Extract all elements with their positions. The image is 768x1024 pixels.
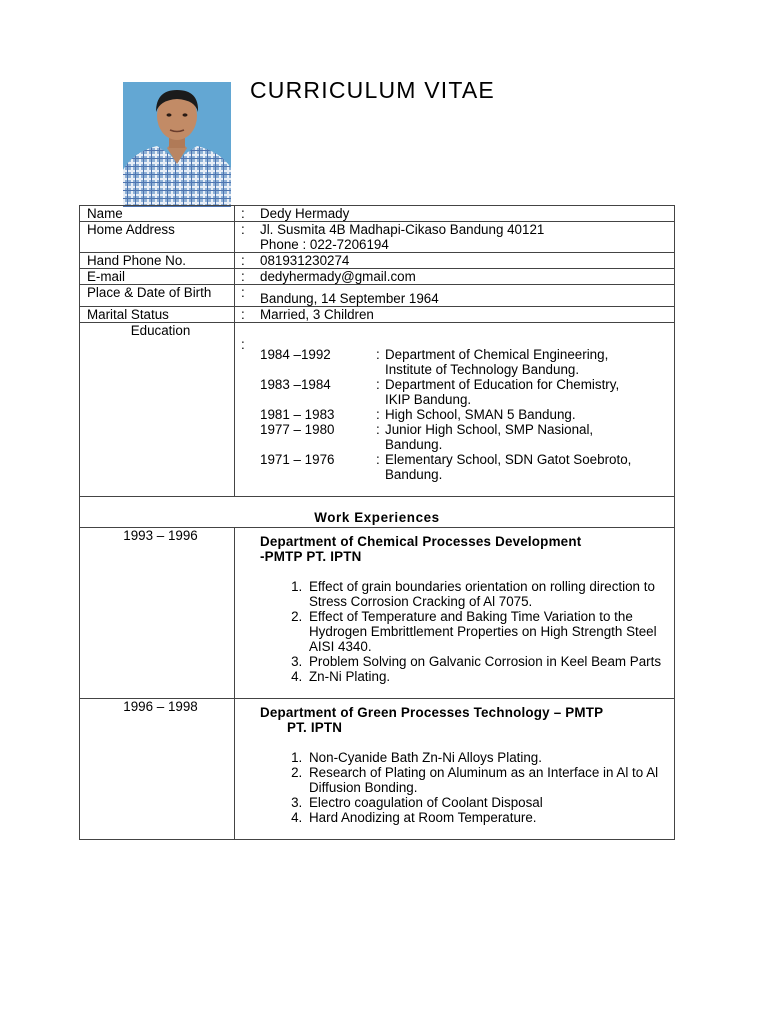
colon: : — [376, 407, 380, 422]
education-line: Bandung. — [385, 467, 443, 482]
work-heading-row — [80, 497, 675, 528]
education-item — [260, 452, 674, 482]
marital-label: Marital Status — [80, 307, 235, 323]
education-text — [376, 347, 674, 377]
marital-value: Married, 3 Children — [260, 307, 374, 322]
handphone-value-cell — [235, 253, 675, 269]
address-line: Jl. Susmita 4B Madhapi-Cikaso Bandung 40121 — [260, 222, 545, 237]
address-label: Home Address — [80, 222, 235, 253]
colon: : — [241, 307, 245, 322]
task-list — [260, 750, 666, 825]
handphone-row — [80, 253, 675, 269]
education-line: High School, SMAN 5 Bandung. — [385, 407, 576, 422]
colon: : — [241, 222, 245, 237]
person-portrait-image — [123, 82, 231, 207]
education-line: Department of Education for Chemistry, — [385, 377, 620, 392]
birth-row — [80, 285, 675, 307]
marital-row — [80, 307, 675, 323]
education-years: 1984 –1992 — [260, 347, 331, 362]
email-value[interactable]: dedyhermady@gmail.com — [260, 269, 416, 284]
education-text — [376, 422, 674, 452]
education-item — [260, 347, 674, 377]
education-list-cell — [235, 323, 675, 497]
education-line: Elementary School, SDN Gatot Soebroto, — [385, 452, 632, 467]
name-label: Name — [80, 206, 235, 222]
task-list — [260, 579, 666, 684]
education-row — [80, 323, 675, 497]
job-details — [235, 699, 675, 840]
work-experiences-heading: Work Experiences — [80, 497, 675, 528]
job-row — [80, 699, 675, 840]
job-period: 1996 – 1998 — [80, 699, 235, 840]
marital-value-cell — [235, 307, 675, 323]
colon: : — [241, 337, 245, 352]
name-row — [80, 206, 675, 222]
job-row — [80, 528, 675, 699]
email-label: E-mail — [80, 269, 235, 285]
job-title — [260, 705, 666, 735]
colon: : — [376, 452, 380, 467]
education-item — [260, 422, 674, 452]
name-value: Dedy Hermady — [260, 206, 350, 221]
job-title — [260, 534, 666, 564]
email-value-cell — [235, 269, 675, 285]
colon: : — [241, 253, 245, 268]
task-item: 1. Non-Cyanide Bath Zn-Ni Alloys Plating. — [306, 750, 666, 765]
email-row — [80, 269, 675, 285]
task-item: 4. Zn-Ni Plating. — [306, 669, 666, 684]
task-item: 2. Effect of Temperature and Baking Time Variation to the Hydrogen Embrittlement Properties on High Strength Steel AISI 4340. — [306, 609, 666, 654]
education-item — [260, 377, 674, 407]
colon: : — [241, 269, 245, 284]
education-line: Junior High School, SMP Nasional, — [385, 422, 594, 437]
education-line: Department of Chemical Engineering, — [385, 347, 609, 362]
birth-label: Place & Date of Birth — [80, 285, 235, 307]
address-row — [80, 222, 675, 253]
phone-line: Phone : 022-7206194 — [260, 237, 389, 252]
name-value-cell — [235, 206, 675, 222]
handphone-label: Hand Phone No. — [80, 253, 235, 269]
colon: : — [376, 347, 380, 362]
education-text — [376, 377, 674, 407]
birth-value: Bandung, 14 September 1964 — [260, 291, 439, 306]
job-title-line: Department of Chemical Processes Development — [260, 534, 582, 549]
task-item: 3. Electro coagulation of Coolant Disposal — [306, 795, 666, 810]
education-text — [376, 407, 674, 422]
education-line: IKIP Bandung. — [385, 392, 472, 407]
education-item — [260, 407, 674, 422]
education-list — [260, 323, 674, 496]
task-item: 3. Problem Solving on Galvanic Corrosion in Keel Beam Parts — [306, 654, 666, 669]
job-details — [235, 528, 675, 699]
colon: : — [376, 377, 380, 392]
colon: : — [241, 285, 245, 300]
education-years: 1983 –1984 — [260, 377, 331, 392]
task-item: 2. Research of Plating on Aluminum as an Interface in Al to Al Diffusion Bonding. — [306, 765, 666, 795]
job-period: 1993 – 1996 — [80, 528, 235, 699]
address-value-cell — [235, 222, 675, 253]
education-years: 1971 – 1976 — [260, 452, 335, 467]
education-text — [376, 452, 674, 482]
birth-value-cell — [235, 285, 675, 307]
job-title-line: Department of Green Processes Technology – PMTP — [260, 705, 604, 720]
profile-photo — [123, 82, 231, 207]
job-title-line: -PMTP PT. IPTN — [260, 549, 362, 564]
handphone-value: 081931230274 — [260, 253, 350, 268]
cv-table — [79, 205, 675, 840]
education-line: Institute of Technology Bandung. — [385, 362, 580, 377]
education-years: 1977 – 1980 — [260, 422, 335, 437]
education-line: Bandung. — [385, 437, 443, 452]
job-title-line: PT. IPTN — [287, 720, 343, 735]
task-item: 1. Effect of grain boundaries orientation on rolling direction to Stress Corrosion Cracking of Al 7075. — [306, 579, 666, 609]
page-title: CURRICULUM VITAE — [250, 77, 495, 103]
task-item: 4. Hard Anodizing at Room Temperature. — [306, 810, 666, 825]
education-label: Education — [80, 323, 235, 497]
education-years: 1981 – 1983 — [260, 407, 335, 422]
colon: : — [376, 422, 380, 437]
colon: : — [241, 206, 245, 221]
